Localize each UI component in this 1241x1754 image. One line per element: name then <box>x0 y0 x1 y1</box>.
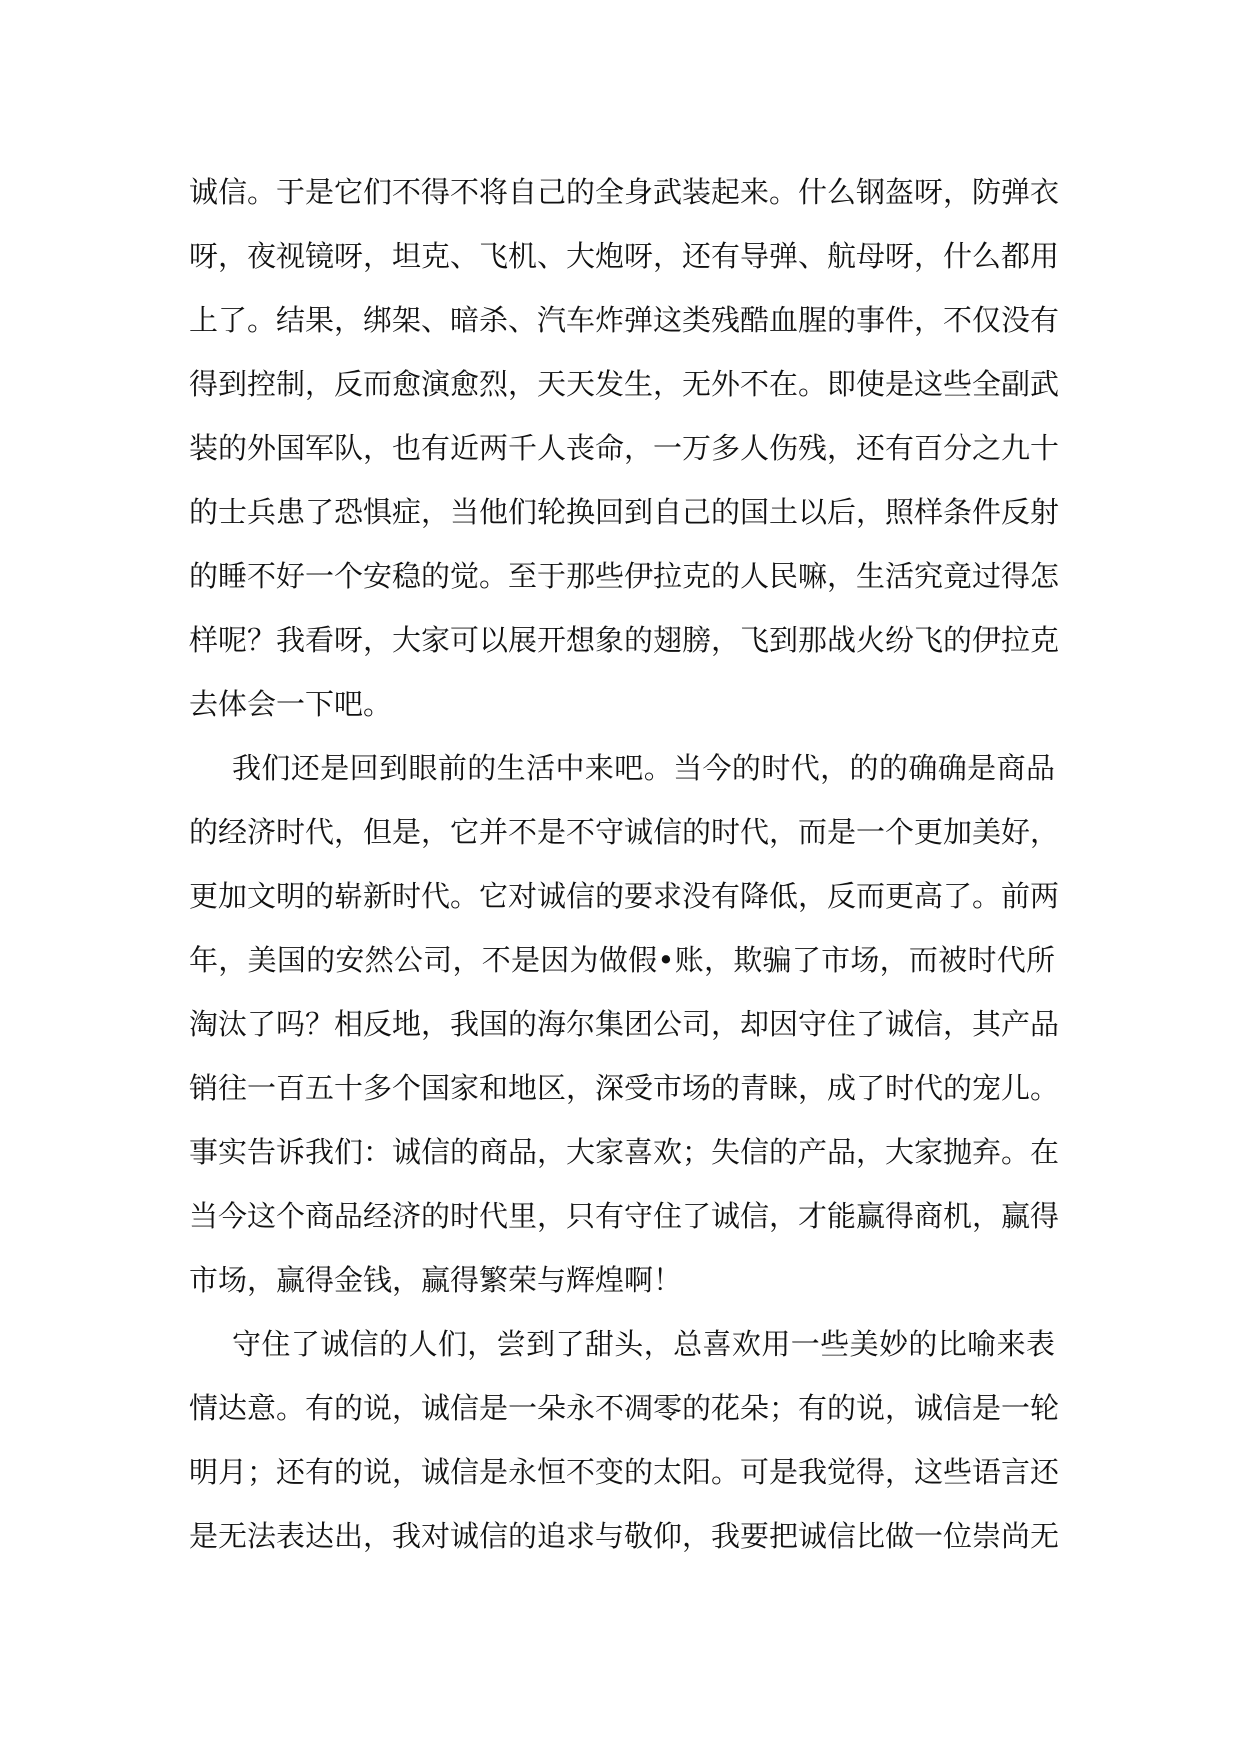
text-line: 是无法表达出，我对诚信的追求与敬仰，我要把诚信比做一位崇尚无 <box>189 1519 1060 1553</box>
document-body <box>189 160 1060 1568</box>
text-line: 上了。结果，绑架、暗杀、汽车炸弹这类残酷血腥的事件，不仅没有 <box>189 303 1060 337</box>
text-line: 我们还是回到眼前的生活中来吧。当今的时代，的的确确是商品 <box>232 751 1055 785</box>
text-line: 情达意。有的说，诚信是一朵永不凋零的花朵；有的说，诚信是一轮 <box>189 1391 1060 1425</box>
text-line: 的睡不好一个安稳的觉。至于那些伊拉克的人民嘛，生活究竟过得怎 <box>189 559 1060 593</box>
text-line: 呀，夜视镜呀，坦克、飞机、大炮呀，还有导弹、航母呀，什么都用 <box>189 239 1060 273</box>
text-line: 淘汰了吗？相反地，我国的海尔集团公司，却因守住了诚信，其产品 <box>189 1007 1060 1041</box>
text-line: 的经济时代，但是，它并不是不守诚信的时代，而是一个更加美好， <box>189 815 1060 849</box>
paragraph-3 <box>189 1312 1060 1568</box>
paragraph-1 <box>189 160 1060 736</box>
text-line: 销往一百五十多个国家和地区，深受市场的青睐，成了时代的宠儿。 <box>189 1071 1060 1105</box>
text-line: 事实告诉我们：诚信的商品，大家喜欢；失信的产品，大家抛弃。在 <box>189 1135 1060 1169</box>
text-line: 去体会一下吧。 <box>189 687 393 721</box>
text-line: 市场，赢得金钱，赢得繁荣与辉煌啊！ <box>189 1263 683 1297</box>
text-line: 当今这个商品经济的时代里，只有守住了诚信，才能赢得商机，赢得 <box>189 1199 1060 1233</box>
text-line: 样呢？我看呀，大家可以展开想象的翅膀，飞到那战火纷飞的伊拉克 <box>189 623 1060 657</box>
text-line: 年，美国的安然公司，不是因为做假•账，欺骗了市场，而被时代所 <box>189 943 1055 977</box>
text-line: 守住了诚信的人们，尝到了甜头，总喜欢用一些美妙的比喻来表 <box>232 1327 1055 1361</box>
text-line: 装的外国军队，也有近两千人丧命，一万多人伤残，还有百分之九十 <box>189 431 1060 465</box>
text-line: 得到控制，反而愈演愈烈，天天发生，无外不在。即使是这些全副武 <box>189 367 1060 401</box>
text-line: 明月；还有的说，诚信是永恒不变的太阳。可是我觉得，这些语言还 <box>189 1455 1060 1489</box>
paragraph-2 <box>189 736 1060 1312</box>
text-line: 的士兵患了恐惧症，当他们轮换回到自己的国土以后，照样条件反射 <box>189 495 1060 529</box>
text-line: 诚信。于是它们不得不将自己的全身武装起来。什么钢盔呀，防弹衣 <box>189 175 1060 209</box>
text-line: 更加文明的崭新时代。它对诚信的要求没有降低，反而更高了。前两 <box>189 879 1060 913</box>
